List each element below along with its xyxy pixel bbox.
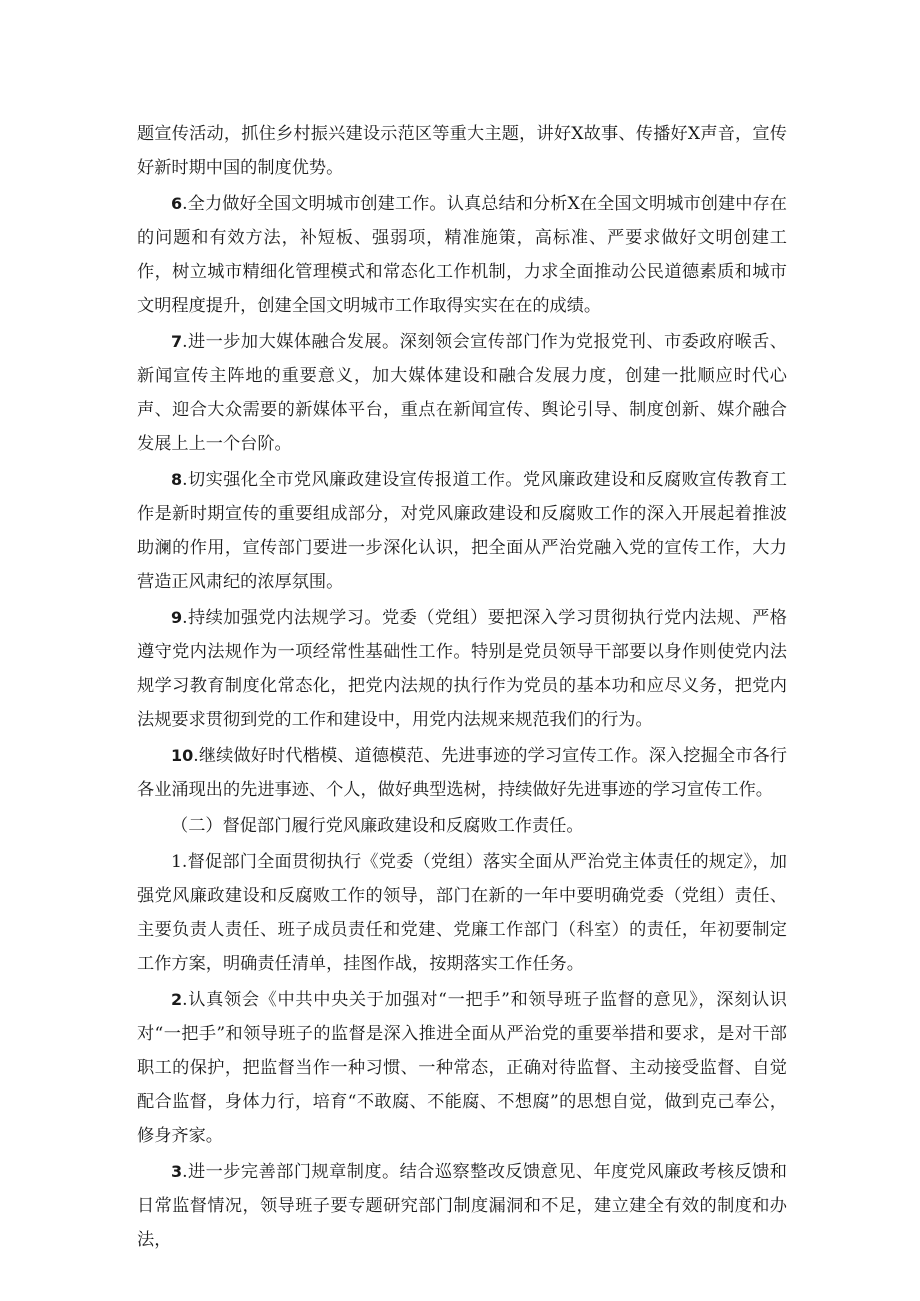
paragraph-text: .继续做好时代楷模、道德模范、先进事迹的学习宣传工作。深入挖掘全市各行各业涌现出的先进事迹、个人，做好典型选树，持续做好先进事迹的学习宣传工作。	[137, 746, 787, 800]
paragraph-subitem-1	[137, 845, 787, 981]
paragraph-text: 1.督促部门全面贯彻执行《党委（党组）落实全面从严治党主体责任的规定》，加强党风廉政建设和反腐败工作的领导，部门在新的一年中要明确党委（党组）责任、主要负责人责任、班子成员责任和党建、党廉工作部门（科室）的责任，年初要制定工作方案，明确责任清单，挂图作战，按期落实工作任务。	[137, 852, 787, 974]
paragraph-text: .进一步加大媒体融合发展。深刻领会宣传部门作为党报党刊、市委政府喉舌、新闻宣传主阵地的重要意义，加大媒体建设和融合发展力度，创建一批顺应时代心声、迎合大众需要的新媒体平台，重点在新闻宣传、舆论引导、制度创新、媒介融合发展上上一个台阶。	[137, 332, 787, 454]
paragraph-text: .切实强化全市党风廉政建设宣传报道工作。党风廉政建设和反腐败宣传教育工作是新时期宣传的重要组成部分，对党风廉政建设和反腐败工作的深入开展起着推波助澜的作用，宣传部门要进一步深化认识，把全面从严治党融入党的宣传工作，大力营造正风肃纪的浓厚氛围。	[137, 470, 787, 592]
section-heading-text: （二）督促部门履行党风廉政建设和反腐败工作责任。	[171, 816, 584, 836]
item-number: 7	[171, 332, 183, 351]
paragraph-item-7	[137, 325, 787, 461]
paragraph-item-9	[137, 601, 787, 737]
document-body	[137, 117, 787, 1259]
item-number: 6	[171, 194, 183, 213]
paragraph-text: .认真领会《中共中央关于加强对“一把手”和领导班子监督的意见》，深刻认识对“一把手”和领导班子的监督是深入推进全面从严治党的重要举措和要求，是对干部职工的保护，把监督当作一种习惯、一种常态，正确对待监督、主动接受监督、自觉配合监督，身体力行，培育“不敢腐、不能腐、不想腐”的思想自觉，做到克己奉公，修身齐家。	[137, 990, 787, 1146]
section-heading	[137, 809, 787, 843]
paragraph-item-8	[137, 463, 787, 599]
item-number: 3	[171, 1162, 183, 1181]
item-number: 8	[171, 470, 183, 489]
paragraph-subitem-2	[137, 983, 787, 1153]
paragraph-text: 题宣传活动，抓住乡村振兴建设示范区等重大主题，讲好X故事、传播好X声音，宣传好新时期中国的制度优势。	[137, 124, 787, 178]
paragraph-text: .进一步完善部门规章制度。结合巡察整改反馈意见、年度党风廉政考核反馈和日常监督情况，领导班子要专题研究部门制度漏洞和不足，建立建全有效的制度和办法，	[137, 1162, 787, 1250]
item-number: 10	[171, 746, 194, 765]
paragraph-text: .持续加强党内法规学习。党委（党组）要把深入学习贯彻执行党内法规、严格遵守党内法规作为一项经常性基础性工作。特别是党员领导干部要以身作则使党内法规学习教育制度化常态化，把党内法规的执行作为党员的基本功和应尽义务，把党内法规要求贯彻到党的工作和建设中，用党内法规来规范我们的行为。	[137, 608, 787, 730]
paragraph-item-6	[137, 187, 787, 323]
item-number: 9	[171, 608, 183, 627]
paragraph-text: .全力做好全国文明城市创建工作。认真总结和分析X在全国文明城市创建中存在的问题和有效方法，补短板、强弱项，精准施策，高标准、严要求做好文明创建工作，树立城市精细化管理模式和常态化工作机制，力求全面推动公民道德素质和城市文明程度提升，创建全国文明城市工作取得实实在在的成绩。	[137, 194, 787, 316]
paragraph-subitem-3	[137, 1155, 787, 1257]
paragraph-item-10	[137, 739, 787, 807]
item-number: 2	[171, 990, 183, 1009]
paragraph-continued	[137, 117, 787, 185]
